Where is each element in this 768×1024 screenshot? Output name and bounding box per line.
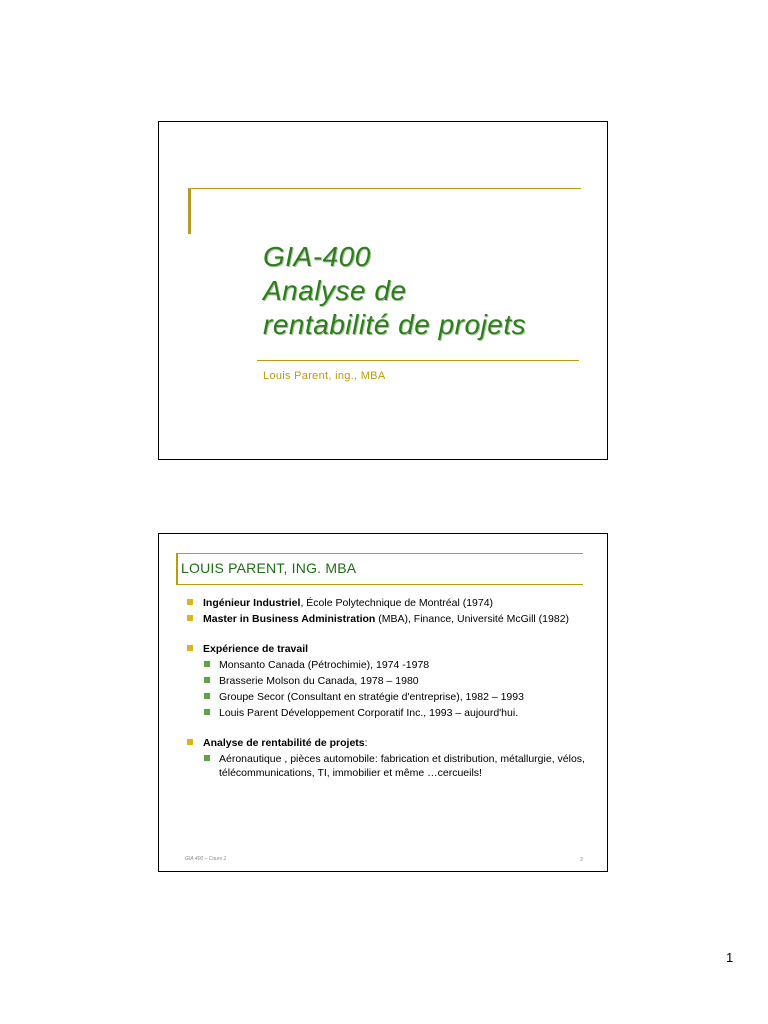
sub-bullet-square-icon bbox=[204, 661, 210, 667]
heading-bottom-rule bbox=[177, 584, 583, 585]
list-item bbox=[187, 596, 597, 610]
list-item-experience bbox=[187, 642, 597, 656]
heading-top-rule bbox=[177, 553, 583, 554]
analyse-label: Analyse de rentabilité de projets bbox=[203, 737, 365, 749]
page-number: 1 bbox=[726, 950, 734, 965]
slide-body bbox=[187, 596, 597, 782]
title-slide bbox=[158, 121, 608, 460]
slide-footer: GIA 400 – Cours 1 bbox=[185, 856, 227, 862]
slide-title-line-3: rentabilité de projets bbox=[263, 309, 527, 340]
sub-bullet-square-icon bbox=[204, 677, 210, 683]
slide-subtitle: Louis Parent, ing., MBA bbox=[263, 370, 386, 382]
slide-title-line-2: Analyse de bbox=[263, 275, 407, 306]
sub-list-item bbox=[187, 674, 597, 688]
bullet-square-icon bbox=[187, 615, 193, 621]
title-underline bbox=[257, 360, 579, 361]
slide-title bbox=[263, 240, 593, 342]
slide-title-line-1: GIA-400 bbox=[263, 241, 371, 272]
sub-list-item-text: Louis Parent Développement Corporatif Inc., 1993 – aujourd'hui. bbox=[219, 707, 519, 719]
list-item-text: (MBA), Finance, Université McGill (1982) bbox=[375, 613, 570, 625]
sub-list-item-text: Groupe Secor (Consultant en stratégie d'entreprise), 1982 – 1993 bbox=[219, 691, 524, 703]
list-item-bold: Ingénieur Industriel bbox=[203, 597, 301, 609]
sub-list-item-text: Brasserie Molson du Canada, 1978 – 1980 bbox=[219, 675, 419, 687]
sub-list-item bbox=[187, 706, 597, 720]
sub-bullet-square-icon bbox=[204, 755, 210, 761]
list-item-analyse bbox=[187, 736, 597, 750]
sub-bullet-square-icon bbox=[204, 709, 210, 715]
list-item-bold: Master in Business Administration bbox=[203, 613, 376, 625]
bullet-square-icon bbox=[187, 645, 193, 651]
sub-list-item-text: Monsanto Canada (Pétrochimie), 1974 -1978 bbox=[219, 659, 430, 671]
slide-number: 2 bbox=[580, 857, 583, 863]
list-item bbox=[187, 612, 597, 626]
analyse-label-suffix: : bbox=[364, 737, 368, 749]
decorative-top-rule bbox=[189, 188, 581, 189]
decorative-left-rule bbox=[188, 188, 191, 234]
bullet-square-icon bbox=[187, 599, 193, 605]
slide-heading: LOUIS PARENT, ING. MBA bbox=[181, 560, 357, 576]
list-item-text: , École Polytechnique de Montréal (1974) bbox=[300, 597, 494, 609]
sub-list-item bbox=[187, 690, 597, 704]
content-slide bbox=[158, 533, 608, 872]
experience-label: Expérience de travail bbox=[203, 643, 309, 655]
sub-list-item-text: Aéronautique , pièces automobile: fabrication et distribution, métallurgie, vélos, télécommunications, TI, immobilier et même …cercueils! bbox=[219, 753, 585, 779]
sub-list-item bbox=[187, 752, 597, 780]
bullet-square-icon bbox=[187, 739, 193, 745]
sub-list-item bbox=[187, 658, 597, 672]
sub-bullet-square-icon bbox=[204, 693, 210, 699]
heading-left-rule bbox=[176, 553, 178, 585]
